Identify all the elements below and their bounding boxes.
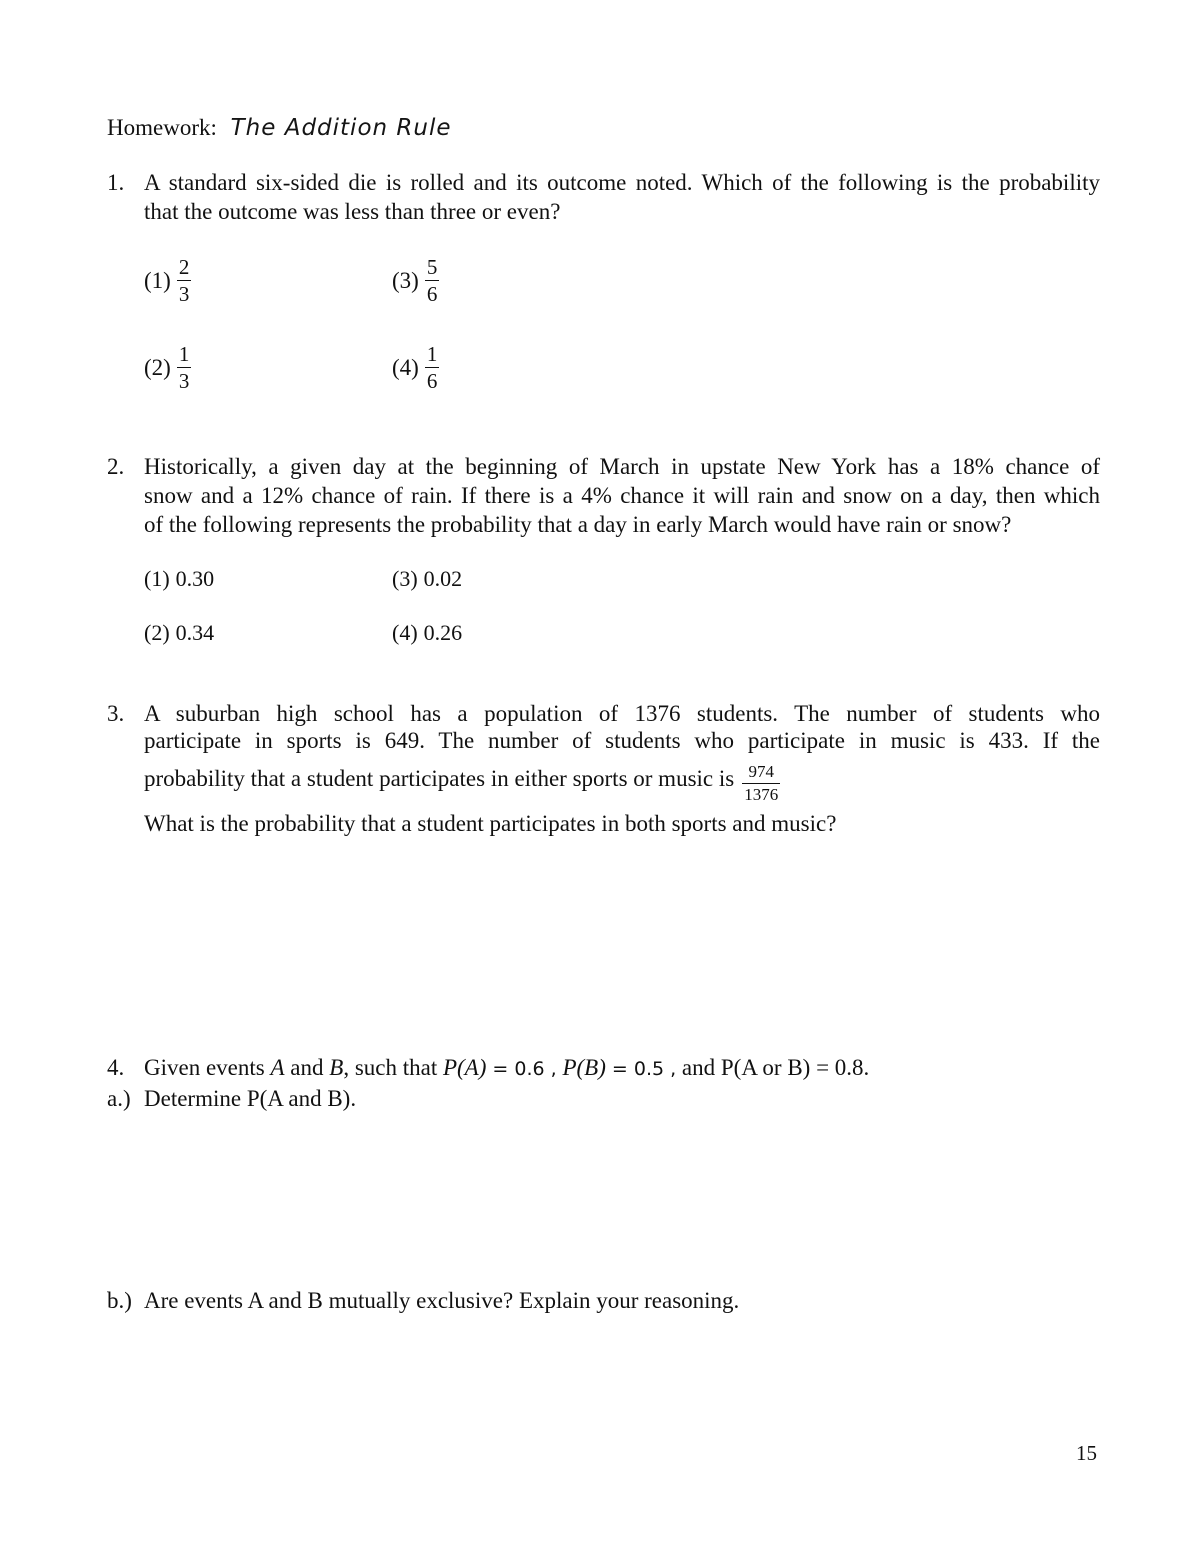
choice-value: 0.02 [423, 566, 463, 591]
question-3-line-3-text: probability that a student participates in either sports or music is [144, 766, 735, 792]
q4-and: and [290, 1055, 324, 1080]
fraction-numerator: 5 [426, 255, 438, 279]
question-2-choice-3[interactable] [392, 566, 462, 592]
part-b-label: b.) [107, 1288, 132, 1313]
question-1-choice-3[interactable] [392, 256, 439, 305]
event-a: A [270, 1055, 285, 1080]
prob-b: P(B) [562, 1055, 606, 1080]
fraction-bar [177, 280, 192, 281]
q4-such-that: , such that [343, 1055, 438, 1080]
choice-label: (1) [144, 566, 170, 591]
fraction-bar [742, 783, 780, 784]
choice-label: (3) [392, 566, 418, 591]
question-1-line-1: A standard six-sided die is rolled and its outcome noted. Which of the following is the probability [144, 170, 1100, 195]
fraction-bar [177, 367, 192, 368]
choice-label: (4) [392, 354, 419, 380]
question-4-statement [144, 1055, 869, 1081]
part-b-prompt: Are events A and B mutually exclusive? Explain your reasoning. [144, 1288, 740, 1313]
fraction-numerator: 2 [178, 255, 190, 279]
prob-b-value: = 0.5 , [605, 1058, 677, 1080]
question-3-line-2: participate in sports is 649. The number of students who participate in music is 433. If the [144, 728, 1100, 753]
fraction-numerator: 1 [178, 342, 190, 366]
question-2-number: 2. [107, 454, 125, 479]
fraction-denominator: 6 [426, 282, 438, 307]
page-number: 15 [1076, 1441, 1097, 1465]
choice-label: (2) [144, 620, 170, 645]
event-b: B [329, 1055, 344, 1080]
question-2-choice-2[interactable] [144, 620, 214, 646]
choice-label: (4) [392, 620, 418, 645]
q4-tail: and P(A or B) = 0.8. [681, 1055, 870, 1080]
question-3-prompt: What is the probability that a student participates in both sports and music? [144, 811, 837, 836]
fraction [425, 343, 440, 392]
question-2-choice-1[interactable] [144, 566, 214, 592]
question-1-line-2: that the outcome was less than three or even? [144, 199, 561, 224]
fraction-bar [425, 280, 440, 281]
choice-label: (2) [144, 354, 171, 380]
fraction-numerator: 1 [426, 342, 438, 366]
fraction-denominator: 1376 [744, 784, 779, 804]
part-a-label: a.) [107, 1086, 131, 1111]
question-2-line-2: snow and a 12% chance of rain. If there is a 4% chance it will rain and snow on a day, then which [144, 483, 1100, 508]
question-2-line-1: Historically, a given day at the beginning of March in upstate New York has a 18% chance of [144, 454, 1100, 479]
question-1-choice-4[interactable] [392, 343, 439, 392]
question-1-choice-2[interactable] [144, 343, 191, 392]
fraction-denominator: 3 [178, 369, 190, 394]
fraction-bar [425, 367, 440, 368]
question-2-choice-4[interactable] [392, 620, 462, 646]
question-1-choice-1[interactable] [144, 256, 191, 305]
handwritten-title: The Addition Rule [230, 115, 452, 141]
prob-a-value: = 0.6 , [486, 1058, 557, 1080]
page-header [107, 115, 452, 141]
question-4-number: 4. [107, 1055, 125, 1080]
fraction [177, 343, 192, 392]
header-label: Homework: [107, 115, 217, 140]
prob-a: P(A) [442, 1055, 487, 1080]
choice-label: (3) [392, 267, 419, 293]
part-a-prompt: Determine P(A and B). [144, 1086, 357, 1111]
fraction-denominator: 3 [178, 282, 190, 307]
question-2-line-3: of the following represents the probability that a day in early March would have rain or snow? [144, 512, 1012, 537]
choice-value: 0.34 [175, 620, 215, 645]
question-3-line-1: A suburban high school has a population of 1376 students. The number of students who [144, 701, 1100, 726]
q4-intro: Given events [144, 1055, 265, 1080]
fraction [425, 256, 440, 305]
question-3-line-3 [144, 755, 780, 804]
fraction [177, 256, 192, 305]
fraction-denominator: 6 [426, 369, 438, 394]
question-1-number: 1. [107, 170, 125, 195]
choice-value: 0.26 [423, 620, 463, 645]
fraction-974-1376 [742, 763, 780, 804]
fraction-numerator: 974 [748, 762, 774, 781]
choice-label: (1) [144, 267, 171, 293]
choice-value: 0.30 [175, 566, 215, 591]
question-3-number: 3. [107, 701, 125, 726]
